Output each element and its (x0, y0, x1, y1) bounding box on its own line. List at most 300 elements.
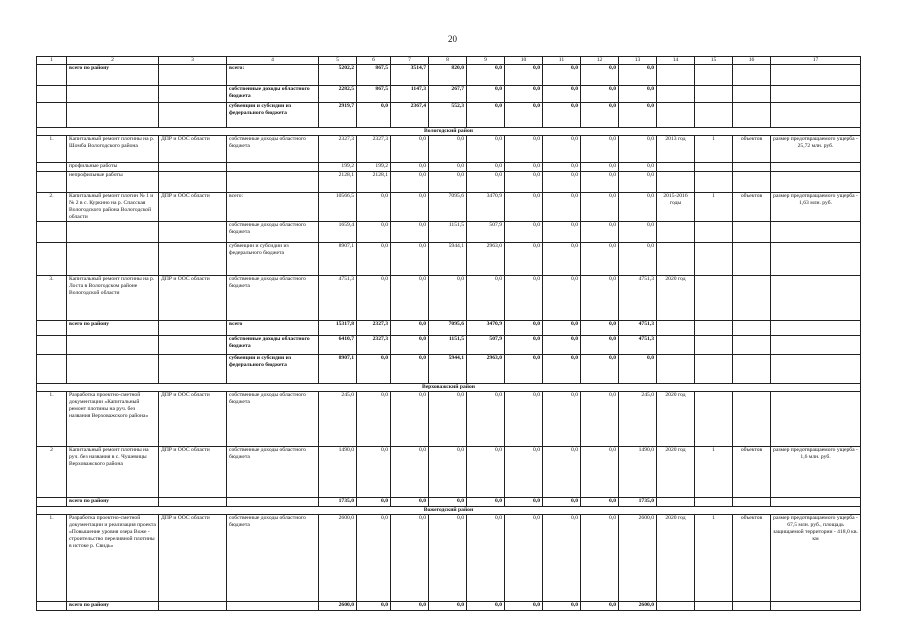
table-cell (695, 321, 733, 336)
table-cell: 0,0 (619, 163, 657, 172)
header-cell: 3 (159, 57, 227, 65)
table-cell (227, 163, 319, 172)
table-cell: собственные доходы областного бюджета (227, 136, 319, 163)
table-cell: 0,0 (467, 86, 505, 103)
table-cell: 0,0 (581, 447, 619, 498)
table-cell: 0,0 (619, 243, 657, 276)
table-cell: 0,0 (357, 222, 391, 243)
table-row (37, 276, 861, 321)
table-cell: объектов (733, 136, 771, 163)
table-cell (657, 103, 695, 128)
total-row (37, 321, 861, 336)
budget-table (36, 56, 861, 611)
table-cell: 2327,3 (357, 136, 391, 163)
table-cell: собственные доходы областного бюджета (227, 336, 319, 355)
section-row (37, 384, 861, 392)
table-cell (657, 65, 695, 86)
table-cell: 0,0 (581, 172, 619, 193)
table-cell: 0,0 (505, 163, 543, 172)
table-cell (159, 163, 227, 172)
table-cell (37, 172, 67, 193)
table-cell: 2128,1 (357, 172, 391, 193)
table-cell: 0,0 (505, 136, 543, 163)
table-cell (733, 355, 771, 384)
table-cell: 0,0 (467, 498, 505, 507)
table-cell: 0,0 (357, 515, 391, 602)
table-cell (695, 172, 733, 193)
table-cell: 1735,0 (319, 498, 357, 507)
table-cell: 0,0 (467, 163, 505, 172)
header-cell: 11 (543, 57, 581, 65)
table-cell: 0,0 (505, 86, 543, 103)
table-cell (733, 86, 771, 103)
table-cell: 0,0 (581, 515, 619, 602)
table-cell (695, 498, 733, 507)
table-cell: 0,0 (391, 498, 429, 507)
table-cell (159, 172, 227, 193)
table-cell: 0,0 (581, 498, 619, 507)
header-cell: 1 (37, 57, 67, 65)
table-cell: Капитальный ремонт плотины на руч. без названия в с. Чушевицы Верховажского района (67, 447, 159, 498)
table-cell (159, 498, 227, 507)
table-cell: 0,0 (505, 172, 543, 193)
table-cell (37, 222, 67, 243)
table-cell: 2015-2016 годы (657, 193, 695, 222)
table-cell (159, 336, 227, 355)
table-cell: 10566,5 (319, 193, 357, 222)
table-cell (67, 103, 159, 128)
table-cell: 0,0 (391, 336, 429, 355)
table-cell: 245,0 (619, 392, 657, 447)
table-cell (695, 163, 733, 172)
table-cell (159, 103, 227, 128)
table-cell: объектов (733, 447, 771, 498)
table-cell: 3. (37, 276, 67, 321)
table-cell: 0,0 (581, 86, 619, 103)
table-cell: 0,0 (619, 355, 657, 384)
table-cell: Разработка проектно-сметной документации «Капитальный ремонт плотины на руч. без названия Верховажского района» (67, 392, 159, 447)
table-cell (657, 243, 695, 276)
table-cell: 2020 год (657, 447, 695, 498)
table-cell: 0,0 (619, 193, 657, 222)
table-cell (37, 243, 67, 276)
table-cell: 0,0 (429, 498, 467, 507)
table-cell: всего: (227, 193, 319, 222)
table-cell: 0,0 (357, 193, 391, 222)
table-cell (695, 243, 733, 276)
table-cell: 7095,6 (429, 193, 467, 222)
table-cell (657, 498, 695, 507)
table-cell: 0,0 (429, 276, 467, 321)
table-cell: 0,0 (619, 65, 657, 86)
table-cell: 1 (695, 447, 733, 498)
table-cell: 0,0 (543, 163, 581, 172)
table-cell: 5944,1 (429, 355, 467, 384)
table-cell: 4751,3 (619, 276, 657, 321)
table-cell (771, 498, 861, 507)
table-cell: 2600,0 (319, 602, 357, 611)
table-cell: 0,0 (357, 392, 391, 447)
table-cell: 0,0 (391, 602, 429, 611)
table-cell: 0,0 (505, 498, 543, 507)
table-cell: ДПР и ООС области (159, 447, 227, 498)
table-cell: 1735,0 (619, 498, 657, 507)
header-cell: 5 (319, 57, 357, 65)
table-cell: 0,0 (391, 222, 429, 243)
table-cell: 0,0 (543, 447, 581, 498)
table-cell: 0,0 (505, 447, 543, 498)
table-cell: 0,0 (467, 515, 505, 602)
table-cell (771, 172, 861, 193)
table-cell: 0,0 (467, 136, 505, 163)
table-cell (159, 355, 227, 384)
table-cell: 4751,3 (619, 336, 657, 355)
table-cell: всего по району (67, 65, 159, 86)
table-cell (67, 243, 159, 276)
table-cell: 0,0 (391, 163, 429, 172)
table-cell: 0,0 (543, 498, 581, 507)
table-cell: профильные работы (67, 163, 159, 172)
table-cell: собственные доходы областного бюджета (227, 276, 319, 321)
header-cell: 10 (505, 57, 543, 65)
table-cell: 2600,0 (619, 515, 657, 602)
table-cell: 0,0 (429, 163, 467, 172)
table-cell (771, 392, 861, 447)
header-cell: 14 (657, 57, 695, 65)
table-cell: размер предотвращаемого ущерба - 1,6 млн. руб. (771, 447, 861, 498)
table-cell (657, 321, 695, 336)
table-cell: 0,0 (357, 602, 391, 611)
table-cell (733, 103, 771, 128)
table-cell (657, 163, 695, 172)
table-cell: 0,0 (505, 321, 543, 336)
table-cell: ДПР и ООС области (159, 136, 227, 163)
table-cell: 0,0 (357, 447, 391, 498)
header-cell: 2 (67, 57, 159, 65)
table-cell: 0,0 (619, 86, 657, 103)
table-cell: 0,0 (357, 243, 391, 276)
table-cell: 0,0 (357, 355, 391, 384)
table-cell: субвенции и субсидии из федерального бюджета (227, 103, 319, 128)
header-cell: 12 (581, 57, 619, 65)
table-cell (37, 602, 67, 611)
table-cell: 0,0 (619, 136, 657, 163)
table-cell: 1490,0 (619, 447, 657, 498)
table-cell: 7095,6 (429, 321, 467, 336)
header-cell: 16 (733, 57, 771, 65)
table-cell (37, 103, 67, 128)
table-cell: 0,0 (505, 103, 543, 128)
table-cell: 0,0 (581, 222, 619, 243)
table-cell (733, 321, 771, 336)
header-cell: 15 (695, 57, 733, 65)
table-cell: 0,0 (357, 498, 391, 507)
table-cell: 0,0 (581, 276, 619, 321)
table-cell: 2. (37, 193, 67, 222)
table-cell: 2327,3 (357, 321, 391, 336)
table-cell: размер предотвращаемого ущерба - 67,5 млн. руб., площадь защищаемой территории - 418,0 кв. км (771, 515, 861, 602)
table-cell: 0,0 (581, 193, 619, 222)
table-cell: 4751,3 (619, 321, 657, 336)
table-cell: 0,0 (581, 355, 619, 384)
table-cell: собственные доходы областного бюджета (227, 447, 319, 498)
table-cell: 0,0 (581, 321, 619, 336)
table-cell: ДПР и ООС области (159, 515, 227, 602)
table-cell (37, 336, 67, 355)
table-cell: субвенции и субсидии из федерального бюджета (227, 243, 319, 276)
table-cell (695, 103, 733, 128)
table-cell (733, 222, 771, 243)
table-cell: 2128,1 (319, 172, 357, 193)
table-cell (695, 86, 733, 103)
table-cell: 1. (37, 515, 67, 602)
page-number: 20 (448, 34, 457, 44)
table-cell (37, 86, 67, 103)
table-cell (733, 498, 771, 507)
table-cell (733, 392, 771, 447)
table-cell: 0,0 (467, 103, 505, 128)
table-cell: 8907,1 (319, 243, 357, 276)
table-cell (159, 243, 227, 276)
table-cell: 0,0 (543, 321, 581, 336)
table-cell: всего по району (67, 602, 159, 611)
table-cell: 199,2 (357, 163, 391, 172)
table-cell: 0,0 (467, 447, 505, 498)
table-cell: всего: (227, 65, 319, 86)
table-row (37, 163, 861, 172)
total-row (37, 103, 861, 128)
table-cell: 0,0 (543, 222, 581, 243)
table-cell: 0,0 (505, 243, 543, 276)
table-cell: 0,0 (467, 276, 505, 321)
table-cell: 0,0 (391, 243, 429, 276)
table-cell: 0,0 (467, 65, 505, 86)
table-cell: 2020 год (657, 392, 695, 447)
table-cell: 552,3 (429, 103, 467, 128)
table-cell (695, 392, 733, 447)
table-cell: 2963,0 (467, 243, 505, 276)
table-cell: 0,0 (505, 276, 543, 321)
table-cell: непрофильные работы (67, 172, 159, 193)
table-cell (695, 355, 733, 384)
table-cell: 0,0 (467, 602, 505, 611)
table-cell: 2327,3 (319, 136, 357, 163)
table-cell: собственные доходы областного бюджета (227, 86, 319, 103)
header-cell: 9 (467, 57, 505, 65)
table-cell: 1147,3 (391, 86, 429, 103)
table-cell (227, 498, 319, 507)
table-cell: 1. (37, 136, 67, 163)
table-cell: 0,0 (581, 336, 619, 355)
table-cell: 0,0 (429, 447, 467, 498)
table-row (37, 172, 861, 193)
table-cell: 0,0 (357, 276, 391, 321)
table-cell (771, 222, 861, 243)
table-cell: 0,0 (543, 86, 581, 103)
header-cell: 7 (391, 57, 429, 65)
table-cell: 0,0 (543, 65, 581, 86)
table-row (37, 447, 861, 498)
table-cell: 0,0 (543, 392, 581, 447)
table-cell: 0,0 (581, 163, 619, 172)
table-cell: ДПР и ООС области (159, 276, 227, 321)
table-cell (37, 498, 67, 507)
table-cell (37, 321, 67, 336)
table-cell: 0,0 (543, 103, 581, 128)
table-cell: 0,0 (581, 602, 619, 611)
table-cell: 245,0 (319, 392, 357, 447)
table-cell: 0,0 (391, 392, 429, 447)
header-row (37, 57, 861, 65)
table-cell: 0,0 (581, 136, 619, 163)
table-cell (733, 276, 771, 321)
table-cell (67, 86, 159, 103)
table-cell: 867,5 (357, 86, 391, 103)
table-cell: 0,0 (429, 136, 467, 163)
table-cell (695, 602, 733, 611)
table-cell: 0,0 (581, 65, 619, 86)
table-cell: 0,0 (581, 392, 619, 447)
table-cell (733, 243, 771, 276)
table-cell: 0,0 (619, 103, 657, 128)
total-row (37, 86, 861, 103)
table-cell (771, 336, 861, 355)
table-cell (771, 355, 861, 384)
table-cell: собственные доходы областного бюджета (227, 222, 319, 243)
table-cell (771, 65, 861, 86)
table-cell: 0,0 (505, 515, 543, 602)
table-cell (159, 602, 227, 611)
section-row (37, 507, 861, 515)
table-cell (227, 172, 319, 193)
table-cell (657, 86, 695, 103)
table-cell: 1 (695, 193, 733, 222)
table-cell: 0,0 (391, 447, 429, 498)
total-row (37, 498, 861, 507)
table-cell: 0,0 (391, 321, 429, 336)
table-cell (159, 65, 227, 86)
table-cell (733, 65, 771, 86)
table-cell: 2013 год (657, 136, 695, 163)
table-cell: 0,0 (543, 602, 581, 611)
table-cell: 5944,1 (429, 243, 467, 276)
table-row (37, 136, 861, 163)
table-row (37, 193, 861, 222)
total-row (37, 602, 861, 611)
table-cell: 0,0 (429, 515, 467, 602)
table-cell (771, 276, 861, 321)
table-cell: 4751,3 (319, 276, 357, 321)
table-cell (37, 355, 67, 384)
table-cell: 507,9 (467, 222, 505, 243)
table-cell: 1659,4 (319, 222, 357, 243)
table-cell: 2020 год (657, 276, 695, 321)
table-cell: 1 (695, 136, 733, 163)
table-cell: 0,0 (505, 65, 543, 86)
table-cell: 0,0 (505, 193, 543, 222)
table-cell: ДПР и ООС области (159, 392, 227, 447)
table-cell (695, 65, 733, 86)
table-row (37, 222, 861, 243)
table-cell: объектов (733, 515, 771, 602)
table-cell: 0,0 (505, 392, 543, 447)
table-cell: 2963,0 (467, 355, 505, 384)
table-cell: 2919,7 (319, 103, 357, 128)
table-cell: Капитальный ремонт плотины на р. Шомба Вологодского района (67, 136, 159, 163)
table-cell: размер предотвращаемого ущерба - 25,72 млн. руб. (771, 136, 861, 163)
table-cell: собственные доходы областного бюджета (227, 515, 319, 602)
section-title: Вологодский район (37, 128, 861, 136)
table-cell: 8907,1 (319, 355, 357, 384)
table-cell (657, 355, 695, 384)
table-cell: 3514,7 (391, 65, 429, 86)
table-cell (771, 602, 861, 611)
table-cell: 1151,5 (429, 222, 467, 243)
table-row (37, 243, 861, 276)
table-cell: 0,0 (543, 136, 581, 163)
table-cell (67, 355, 159, 384)
table-cell: 0,0 (391, 355, 429, 384)
table-cell: 2600,0 (319, 515, 357, 602)
table-cell: 0,0 (391, 193, 429, 222)
table-cell: 3470,9 (467, 321, 505, 336)
total-row (37, 355, 861, 384)
table-cell: Капитальный ремонт плотин № 1 и № 2 в с. Куркино на р. Спасская Вологодского района Вологодской области (67, 193, 159, 222)
header-cell: 17 (771, 57, 861, 65)
table-cell (657, 222, 695, 243)
table-cell: 0,0 (357, 103, 391, 128)
table-cell: 0,0 (543, 355, 581, 384)
total-row (37, 336, 861, 355)
section-row (37, 128, 861, 136)
table-cell: 0,0 (505, 222, 543, 243)
table-cell (733, 163, 771, 172)
table-cell: субвенции и субсидии из федерального бюджета (227, 355, 319, 384)
table-cell: 199,2 (319, 163, 357, 172)
table-cell (771, 86, 861, 103)
table-cell: 267,7 (429, 86, 467, 103)
table-cell: всего по району (67, 498, 159, 507)
table-cell (695, 276, 733, 321)
table-cell: объектов (733, 193, 771, 222)
header-cell: 13 (619, 57, 657, 65)
total-row (37, 65, 861, 86)
table-cell: 6410,7 (319, 336, 357, 355)
table-cell: 1490,0 (319, 447, 357, 498)
section-title: Верховажский район (37, 384, 861, 392)
table-cell: 0,0 (505, 336, 543, 355)
table-cell: 2 (37, 447, 67, 498)
table-cell: ДПР и ООС области (159, 193, 227, 222)
table-cell (159, 86, 227, 103)
table-cell (657, 602, 695, 611)
table-cell: 867,5 (357, 65, 391, 86)
table-cell: Разработка проектно-сметной документации и реализация проекта «Повышение уровня озера Воже - строительство переливной плотины в истоке р. Свидь» (67, 515, 159, 602)
table-cell: 0,0 (543, 515, 581, 602)
table-cell (67, 222, 159, 243)
table-cell (159, 222, 227, 243)
table-cell (733, 336, 771, 355)
table-cell: 1 (695, 515, 733, 602)
table-cell (695, 222, 733, 243)
table-cell: 0,0 (543, 336, 581, 355)
table-cell: 0,0 (429, 392, 467, 447)
header-cell: 6 (357, 57, 391, 65)
table-cell (771, 103, 861, 128)
table-row (37, 515, 861, 602)
table-cell: 0,0 (467, 172, 505, 193)
table-cell: 1151,5 (429, 336, 467, 355)
